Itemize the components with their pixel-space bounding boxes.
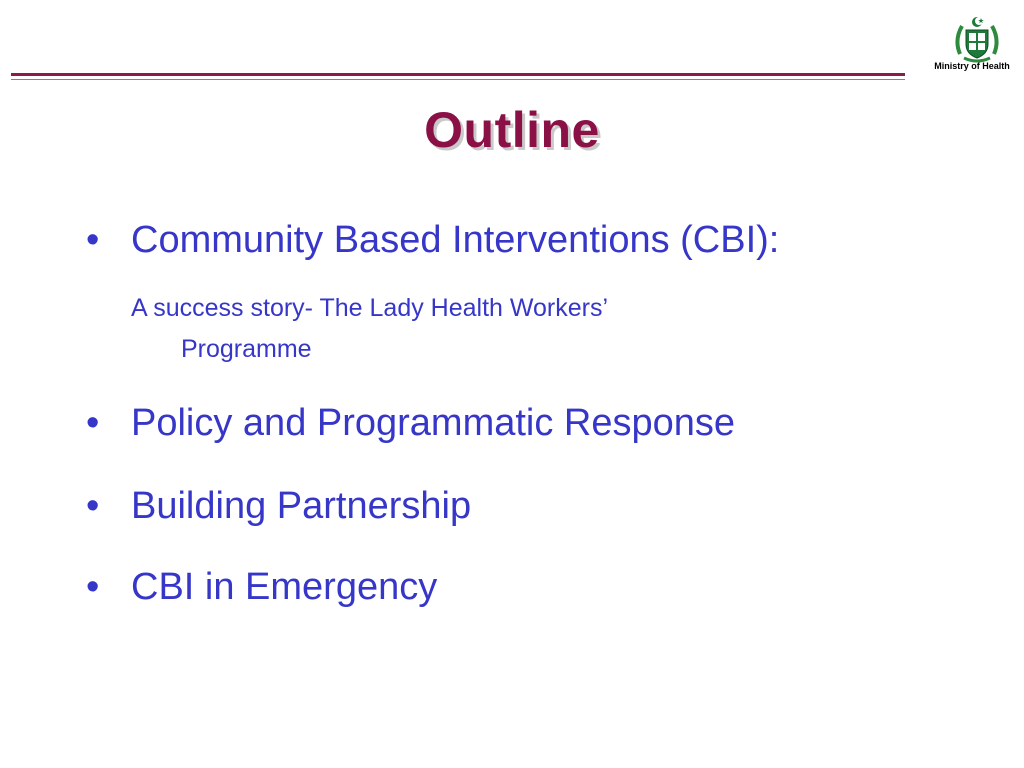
bullet-marker: •: [86, 566, 100, 608]
bullet-marker: •: [86, 402, 100, 444]
bullet-item-partnership: Building Partnership: [131, 485, 472, 527]
bullet-item-policy: Policy and Programmatic Response: [131, 402, 736, 444]
bullet-item-emergency: CBI in Emergency: [131, 566, 438, 608]
bullet-marker: •: [86, 485, 100, 527]
bullet-marker: •: [86, 219, 100, 261]
sub-item-line2: Programme: [181, 335, 312, 363]
bullet-item-cbi: Community Based Interventions (CBI):: [131, 219, 780, 261]
logo-caption: Ministry of Health: [934, 61, 1010, 71]
slide-title: Outline: [424, 102, 600, 158]
sub-item-line1: A success story- The Lady Health Workers’: [131, 294, 609, 322]
